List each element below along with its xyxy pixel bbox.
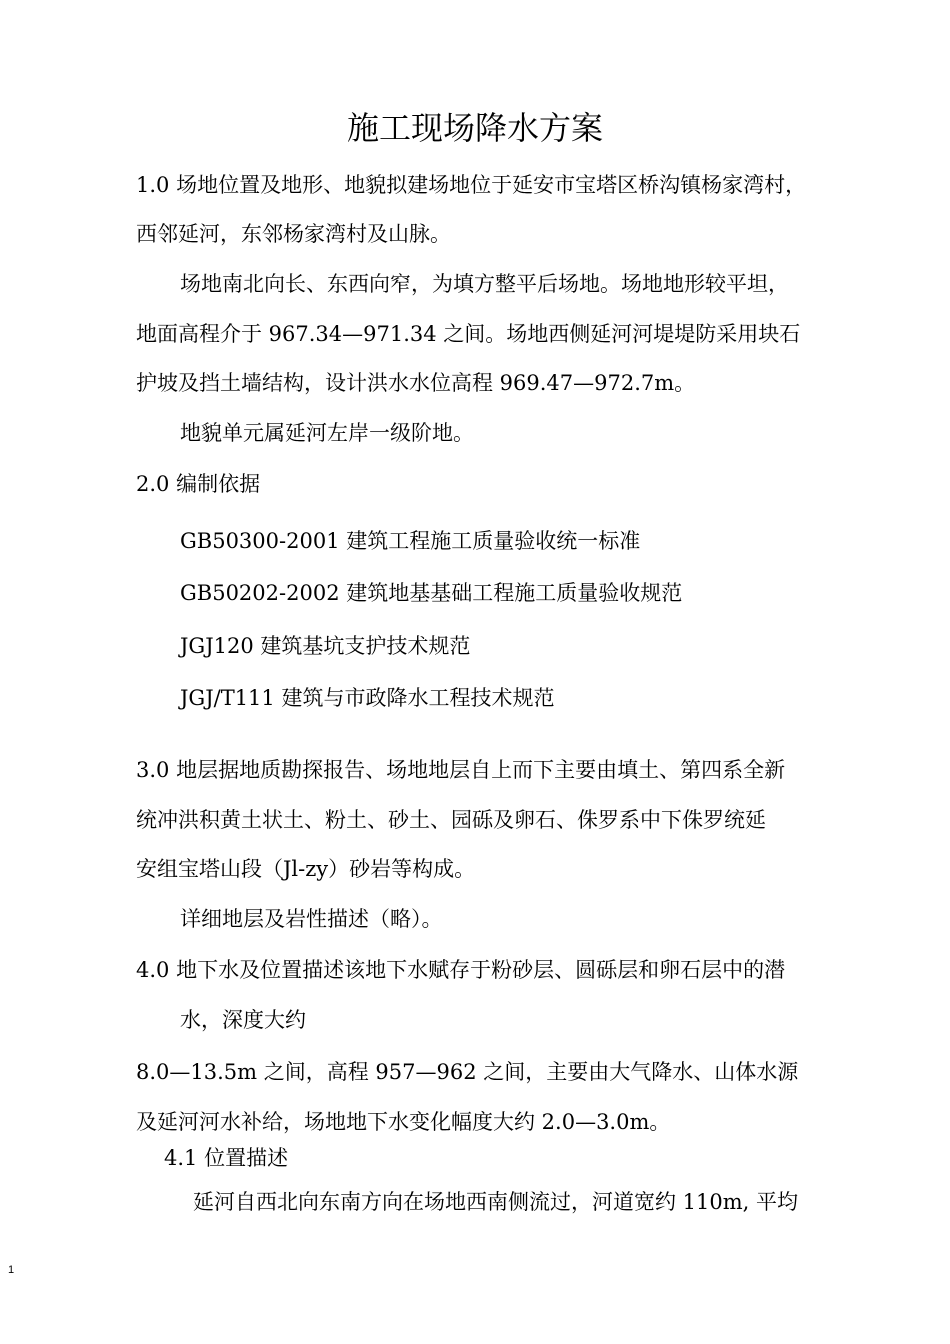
reference-item: JGJ120 建筑基坑支护技术规范 [180, 634, 471, 658]
document-title: 施工现场降水方案 [346, 109, 603, 147]
text-line: 3.0 地层据地质勘探报告、场地地层自上而下主要由填土、第四系全新 [136, 758, 786, 782]
text-line: 护坡及挡土墙结构，设计洪水水位高程 969.47—972.7m。 [136, 371, 696, 395]
reference-item: JGJ/T111 建筑与市政降水工程技术规范 [180, 686, 555, 710]
text-line: 安组宝塔山段（Jl-zy）砂岩等构成。 [136, 857, 476, 881]
section-heading: 4.1 位置描述 [164, 1146, 289, 1170]
page-number: 1 [8, 1264, 15, 1276]
text-line: 西邻延河，东邻杨家湾村及山脉。 [136, 222, 451, 246]
reference-item: GB50300-2001 建筑工程施工质量验收统一标准 [180, 529, 641, 553]
text-line: 及延河河水补给，场地地下水变化幅度大约 2.0—3.0m。 [136, 1110, 671, 1134]
text-line: 统冲洪积黄土状土、粉土、砂土、园砾及卵石、侏罗系中下侏罗统延 [136, 808, 766, 832]
reference-item: GB50202-2002 建筑地基基础工程施工质量验收规范 [180, 581, 683, 605]
text-line: 水，深度大约 [180, 1008, 306, 1032]
text-line: 8.0—13.5m 之间，高程 957—962 之间，主要由大气降水、山体水源 [136, 1060, 799, 1084]
text-line: 延河自西北向东南方向在场地西南侧流过，河道宽约 110m, 平均 [193, 1190, 799, 1214]
text-line: 4.0 地下水及位置描述该地下水赋存于粉砂层、圆砾层和卵石层中的潜 [136, 958, 786, 982]
text-line: 场地南北向长、东西向窄，为填方整平后场地。场地地形较平坦， [180, 272, 789, 296]
section-heading: 2.0 编制依据 [136, 472, 261, 496]
text-line: 详细地层及岩性描述（略）。 [180, 907, 443, 931]
text-line: 地面高程介于 967.34—971.34 之间。场地西侧延河河堤堤防采用块石 [136, 322, 801, 346]
text-line: 1.0 场地位置及地形、地貌拟建场地位于延安市宝塔区桥沟镇杨家湾村， [136, 173, 807, 197]
text-line: 地貌单元属延河左岸一级阶地。 [180, 421, 474, 445]
